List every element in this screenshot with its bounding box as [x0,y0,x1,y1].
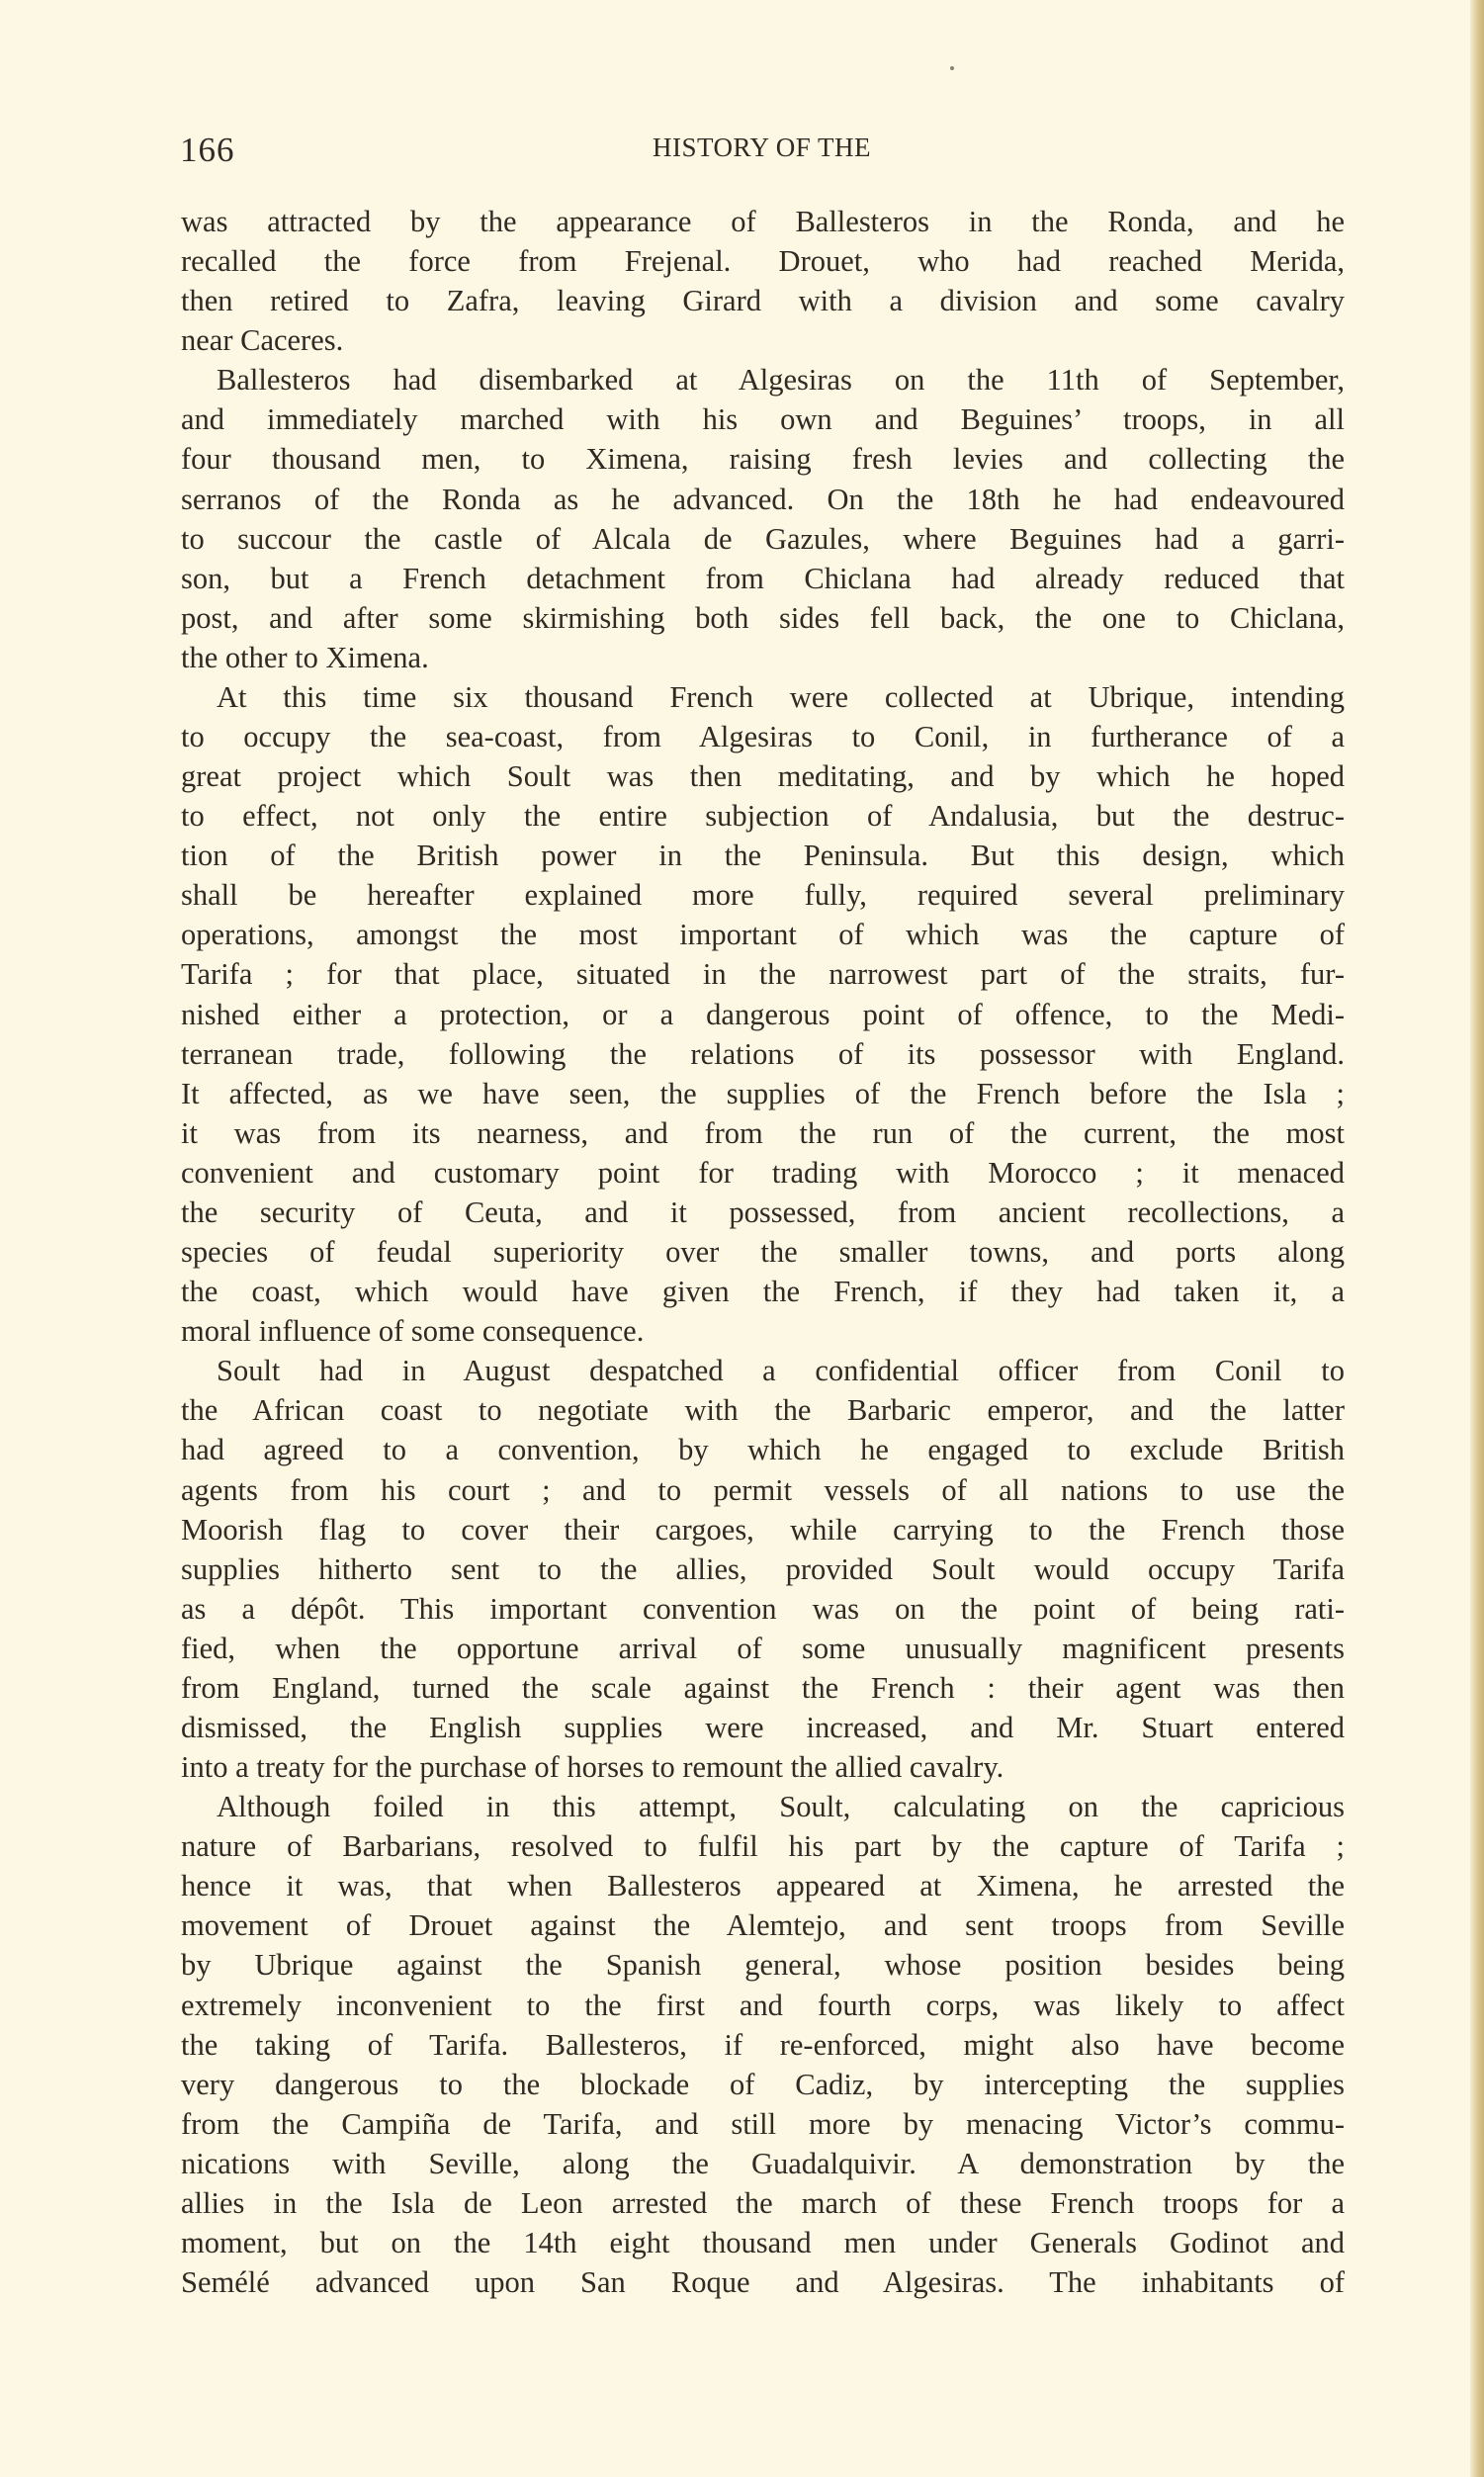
text-line: as a dépôt. This important convention was on the point of being rati- [181,1591,1345,1626]
text-line: then retired to Zafra, leaving Girard with a division and some cavalry [181,284,1345,318]
text-line: Ballesteros had disembarked at Algesiras on the 11th of September, [217,363,1345,398]
text-line: recalled the force from Frejenal. Drouet, who had reached Merida, [181,244,1345,279]
paragraph [181,202,1345,360]
text-line: terranean trade, following the relations of its possessor with England. [181,1036,1345,1071]
text-line: tion of the British power in the Peninsula. But this design, which [181,839,1345,873]
text-line: nished either a protection, or a dangerous point of offence, to the Medi- [181,997,1345,1031]
running-head: HISTORY OF THE [652,133,872,162]
text-line: moral influence of some consequence. [181,1314,645,1349]
text-line: the security of Ceuta, and it possessed, from ancient recollections, a [181,1194,1345,1229]
text-line: from the Campiña de Tarifa, and still more by menacing Victor’s commu- [181,2106,1345,2141]
text-line: by Ubrique against the Spanish general, whose position besides being [181,1948,1345,1983]
text-line: dismissed, the English supplies were increased, and Mr. Stuart entered [181,1710,1345,1744]
text-line: the taking of Tarifa. Ballesteros, if re-enforced, might also have become [181,2027,1345,2062]
text-line: Although foiled in this attempt, Soult, calculating on the capricious [217,1790,1345,1824]
text-line: species of feudal superiority over the smaller towns, and ports along [181,1235,1345,1270]
text-line: moment, but on the 14th eight thousand men under Generals Godinot and [181,2225,1345,2259]
text-line: nature of Barbarians, resolved to fulfil his part by the capture of Tarifa ; [181,1829,1345,1864]
ink-speck [950,66,954,70]
paragraph [181,677,1345,1351]
paragraph [181,1351,1345,1787]
text-line: very dangerous to the blockade of Cadiz, by intercepting the supplies [181,2067,1345,2101]
text-line: It affected, as we have seen, the supplies of the French before the Isla ; [181,1076,1345,1110]
text-line: allies in the Isla de Leon arrested the march of these French troops for a [181,2185,1345,2220]
text-line: agents from his court ; and to permit vessels of all nations to use the [181,1472,1345,1507]
text-line: serranos of the Ronda as he advanced. On the 18th he had endeavoured [181,482,1345,516]
text-line: shall be hereafter explained more fully, required several preliminary [181,878,1345,913]
text-line: Semélé advanced upon San Roque and Algesiras. The inhabitants of [181,2265,1345,2300]
text-line: convenient and customary point for trading with Morocco ; it menaced [181,1155,1345,1190]
text-line: and immediately marched with his own and Beguines’ troops, in all [181,402,1345,437]
text-line: nications with Seville, along the Guadalquivir. A demonstration by the [181,2146,1345,2180]
body-text [181,202,1345,2302]
text-line: supplies hitherto sent to the allies, provided Soult would occupy Tarifa [181,1551,1345,1586]
text-line: the African coast to negotiate with the Barbaric emperor, and the latter [181,1393,1345,1428]
text-line: movement of Drouet against the Alemtejo, and sent troops from Seville [181,1908,1345,1943]
text-line: the other to Ximena. [181,640,429,674]
text-line: into a treaty for the purchase of horses to remount the allied cavalry. [181,1750,1004,1785]
text-line: it was from its nearness, and from the run of the current, the most [181,1115,1345,1150]
paragraph [181,360,1345,677]
text-line: to effect, not only the entire subjection of Andalusia, but the destruc- [181,799,1345,834]
text-line: son, but a French detachment from Chiclana had already reduced that [181,561,1345,595]
page-edge [1470,0,1484,2477]
text-line: Moorish flag to cover their cargoes, while carrying to the French those [181,1512,1345,1547]
text-line: near Caceres. [181,323,344,358]
text-line: four thousand men, to Ximena, raising fresh levies and collecting the [181,442,1345,477]
text-line: from England, turned the scale against the French : their agent was then [181,1670,1345,1705]
page-number: 166 [180,131,235,169]
paragraph [181,1787,1345,2302]
text-line: extremely inconvenient to the first and fourth corps, was likely to affect [181,1988,1345,2022]
text-line: had agreed to a convention, by which he engaged to exclude British [181,1433,1345,1467]
text-line: Tarifa ; for that place, situated in the narrowest part of the straits, fur- [181,957,1345,992]
text-line: to succour the castle of Alcala de Gazules, where Beguines had a garri- [181,521,1345,556]
text-line: fied, when the opportune arrival of some unusually magnificent presents [181,1631,1345,1665]
text-line: post, and after some skirmishing both sides fell back, the one to Chiclana, [181,600,1345,635]
text-line: At this time six thousand French were collected at Ubrique, intending [217,679,1345,714]
text-line: the coast, which would have given the French, if they had taken it, a [181,1275,1345,1309]
text-line: operations, amongst the most important of which was the capture of [181,918,1345,952]
text-line: was attracted by the appearance of Ballesteros in the Ronda, and he [181,205,1345,238]
text-line: Soult had in August despatched a confidential officer from Conil to [217,1354,1345,1388]
text-line: hence it was, that when Ballesteros appeared at Ximena, he arrested the [181,1869,1345,1903]
text-line: to occupy the sea-coast, from Algesiras to Conil, in furtherance of a [181,720,1345,754]
text-line: great project which Soult was then meditating, and by which he hoped [181,759,1345,794]
